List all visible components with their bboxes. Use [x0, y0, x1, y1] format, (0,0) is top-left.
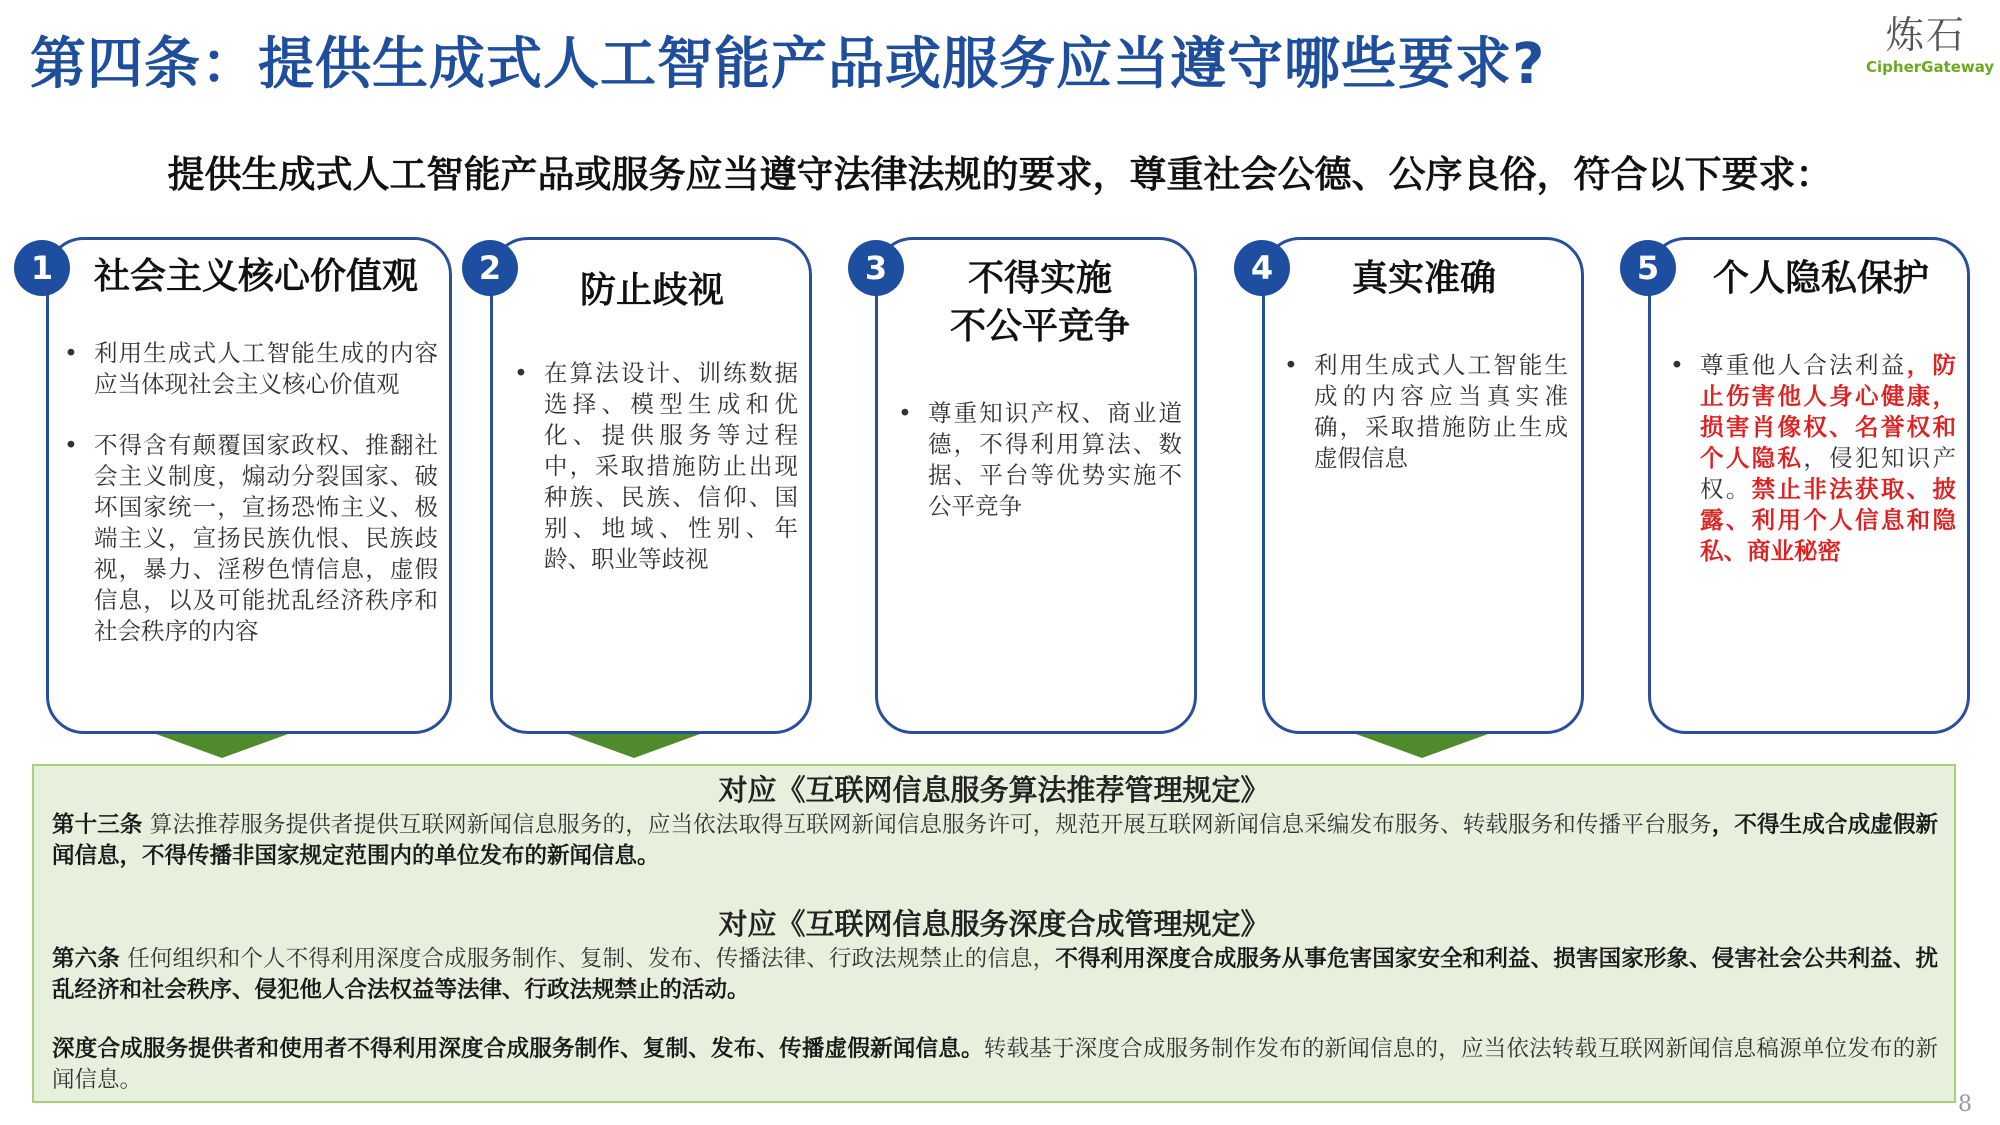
- card-3-bullet-list: [892, 398, 1182, 552]
- card-3-number-badge: 3: [848, 240, 904, 296]
- algorithm-regulation-heading: 对应《互联网信息服务算法推荐管理规定》: [718, 773, 1270, 807]
- card-5-bullet-highlight: 禁止非法获取、披露、利用个人信息和隐私、商业秘密: [1700, 475, 1957, 565]
- card-4-bullet-list: [1278, 350, 1568, 504]
- card-3-title-line-1: 不得实施: [967, 258, 1112, 299]
- card-3-bullet: • 尊重知识产权、商业道德，不得利用算法、数据、平台等优势实施不公平竞争: [892, 398, 1182, 522]
- card-1-bullet: • 不得含有颠覆国家政权、推翻社会主义制度，煽动分裂国家、破坏国家统一，宣扬恐怖主义、极端主义，宣扬民族仇恨、民族歧视，暴力、淫秽色情信息，虚假信息，以及可能扰乱经济秩序和社会秩序的内容: [58, 430, 438, 647]
- card-4-number-badge: 4: [1234, 240, 1290, 296]
- article-13-body: 算法推荐服务提供者提供互联网新闻信息服务的，应当依法取得互联网新闻信息服务许可，规范开展互联网新闻信息采编发布服务、转载服务和传播平台服务: [142, 812, 1712, 838]
- card-5-bullet-text: ，侵犯知识产权。: [1700, 444, 1957, 503]
- deep-synthesis-regulation-heading: 对应《互联网信息服务深度合成管理规定》: [718, 907, 1270, 941]
- card-5-bullet-highlight: ，防止伤害他人身心健康，损害肖像权、名誉权和个人隐私: [1700, 351, 1957, 472]
- card-2-bullet: • 在算法设计、训练数据选择、模型生成和优化、提供服务等过程中，采取措施防止出现种族、民族、信仰、国别、地域、性别、年龄、职业等歧视: [508, 358, 798, 575]
- article-6-label: 第六条: [52, 946, 120, 972]
- card-1-number-badge: 1: [14, 240, 70, 296]
- article-13-emphasis: ，不得生成合成虚假新闻信息，不得传播非国家规定范围内的单位发布的新闻信息。: [52, 812, 1938, 869]
- card-5-number-badge: 5: [1620, 240, 1676, 296]
- company-logo: [1866, 12, 1995, 76]
- logo-english-name: CipherGateway: [1866, 58, 1995, 76]
- card-4-title: 真实准确: [1351, 258, 1496, 299]
- article-6-text: [52, 944, 1938, 1006]
- article-13-label: 第十三条: [52, 812, 143, 838]
- card-1-title: 社会主义核心价值观: [93, 256, 418, 297]
- deep-synthesis-provider-body: 转载基于深度合成服务制作发布的新闻信息的，应当依法转载互联网新闻信息稿源单位发布的新闻信息。: [52, 1036, 1938, 1093]
- card-2-bullet-list: [508, 358, 798, 605]
- card-1-bullet: • 利用生成式人工智能生成的内容应当体现社会主义核心价值观: [58, 338, 438, 400]
- card-5-bullet-text: 尊重他人合法利益: [1700, 351, 1907, 379]
- slide-title: 第四条：提供生成式人工智能产品或服务应当遵守哪些要求?: [30, 32, 1546, 97]
- card-4-pointer: [1356, 734, 1488, 758]
- article-6-body: 任何组织和个人不得利用深度合成服务制作、复制、发布、传播法律、行政法规禁止的信息，: [119, 946, 1056, 972]
- article-6-emphasis: 不得利用深度合成服务从事危害国家安全和利益、损害国家形象、侵害社会公共利益、扰乱经济和社会秩序、侵犯他人合法权益等法律、行政法规禁止的活动。: [52, 946, 1938, 1003]
- logo-chinese-name: 炼石: [1885, 13, 1966, 57]
- card-3-title-line-2: 不公平竞争: [949, 306, 1130, 347]
- slide-subtitle: 提供生成式人工智能产品或服务应当遵守法律法规的要求，尊重社会公德、公序良俗，符合以下要求：: [167, 153, 1833, 196]
- card-1-pointer: [156, 734, 288, 758]
- card-4-bullet: • 利用生成式人工智能生成的内容应当真实准确，采取措施防止生成虚假信息: [1278, 350, 1568, 474]
- article-13-text: [52, 810, 1938, 872]
- card-5-title: 个人隐私保护: [1712, 258, 1929, 299]
- card-5-bullet-list: [1664, 350, 1956, 597]
- card-2-title: 防止歧视: [579, 270, 724, 311]
- deep-synthesis-provider-emphasis: 深度合成服务提供者和使用者不得利用深度合成服务制作、复制、发布、传播虚假新闻信息。: [52, 1036, 984, 1062]
- deep-synthesis-provider-text: [52, 1034, 1938, 1096]
- card-5-bullet: [1664, 350, 1956, 567]
- card-1-bullet-list: [58, 338, 438, 677]
- card-2-number-badge: 2: [462, 240, 518, 296]
- card-2-pointer: [568, 734, 700, 758]
- page-number: 8: [1958, 1092, 1972, 1117]
